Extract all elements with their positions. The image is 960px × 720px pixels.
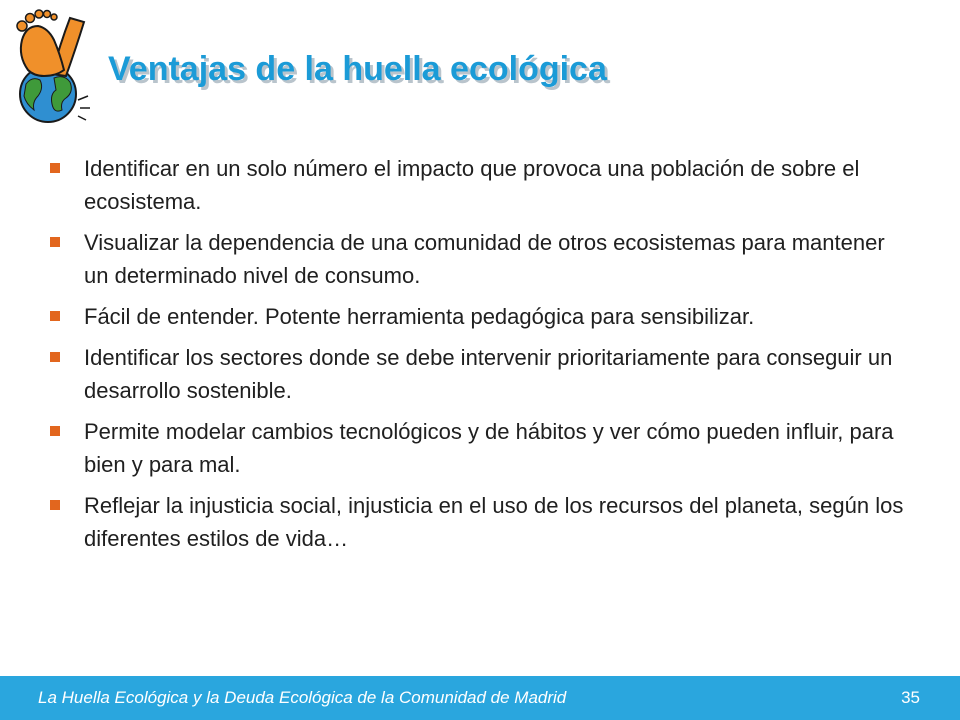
slide-title: Ventajas de la huella ecológica: [108, 50, 607, 88]
foot-on-globe-icon: [8, 4, 94, 126]
bullet-list: [46, 152, 906, 563]
bullet-item: [46, 152, 906, 218]
bullet-square-icon: [50, 352, 60, 362]
bullet-text: Identificar en un solo número el impacto que provoca una población de sobre el ecosistema.: [84, 156, 860, 214]
bullet-square-icon: [50, 311, 60, 321]
footer-bar: [0, 676, 960, 720]
bullet-item: [46, 415, 906, 481]
toe-3: [35, 10, 43, 18]
toe-4: [44, 11, 51, 18]
motion-lines: [78, 96, 90, 120]
bullet-text: Fácil de entender. Potente herramienta pedagógica para sensibilizar.: [84, 304, 755, 329]
bullet-item: [46, 341, 906, 407]
toe-1: [17, 21, 27, 31]
bullet-square-icon: [50, 500, 60, 510]
bullet-item: [46, 300, 906, 333]
bullet-text: Permite modelar cambios tecnológicos y de hábitos y ver cómo pueden influir, para bien y para mal.: [84, 419, 894, 477]
bullet-text: Visualizar la dependencia de una comunidad de otros ecosistemas para mantener un determinado nivel de consumo.: [84, 230, 885, 288]
page-number: 35: [901, 688, 920, 707]
bullet-square-icon: [50, 163, 60, 173]
bullet-text: Identificar los sectores donde se debe intervenir prioritariamente para conseguir un desarrollo sostenible.: [84, 345, 893, 403]
foot-shape: [21, 26, 64, 76]
bullet-text: Reflejar la injusticia social, injusticia en el uso de los recursos del planeta, según los diferentes estilos de vida…: [84, 493, 904, 551]
toe-2: [26, 14, 35, 23]
bullet-item: [46, 489, 906, 555]
toe-5: [51, 14, 57, 20]
bullet-item: [46, 226, 906, 292]
bullet-square-icon: [50, 237, 60, 247]
footer-text: La Huella Ecológica y la Deuda Ecológica de la Comunidad de Madrid: [38, 688, 567, 707]
bullet-square-icon: [50, 426, 60, 436]
